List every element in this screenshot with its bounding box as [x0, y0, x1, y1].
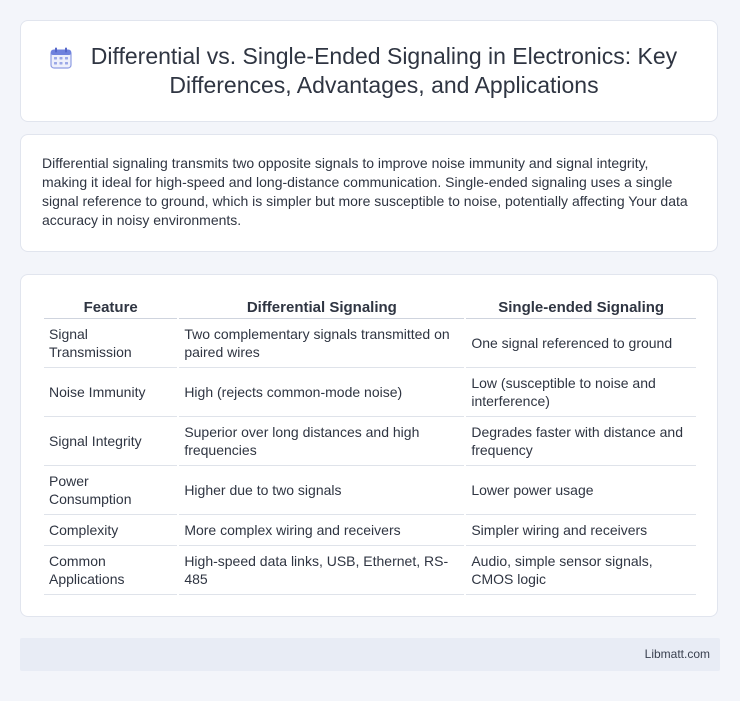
header-single-ended: Single-ended Signaling	[466, 295, 696, 319]
single-ended-cell: Degrades faster with distance and frequency	[466, 417, 696, 466]
differential-cell: More complex wiring and receivers	[179, 515, 464, 546]
single-ended-cell: Audio, simple sensor signals, CMOS logic	[466, 546, 696, 595]
feature-cell: Signal Transmission	[44, 319, 177, 368]
footer-site-link[interactable]: Libmatt.com	[644, 647, 710, 661]
header-card	[20, 20, 718, 122]
table-row	[44, 546, 696, 595]
table-row	[44, 417, 696, 466]
feature-cell: Common Applications	[44, 546, 177, 595]
single-ended-cell: One signal referenced to ground	[466, 319, 696, 368]
differential-cell: High-speed data links, USB, Ethernet, RS-485	[179, 546, 464, 595]
intro-paragraph: Differential signaling transmits two opposite signals to improve noise immunity and signal integrity, making it ideal for high-speed and long-distance communication. Single-ended signaling uses a single signal reference to ground, which is simpler but more susceptible to noise, potentially affecting Your data accuracy in noisy environments.	[42, 155, 688, 228]
footer-bar	[20, 638, 720, 671]
comparison-table	[42, 295, 698, 595]
differential-cell: Two complementary signals transmitted on paired wires	[179, 319, 464, 368]
table-row	[44, 466, 696, 515]
single-ended-cell: Lower power usage	[466, 466, 696, 515]
single-ended-cell: Simpler wiring and receivers	[466, 515, 696, 546]
table-header-row	[44, 295, 696, 319]
differential-cell: Superior over long distances and high frequencies	[179, 417, 464, 466]
feature-cell: Signal Integrity	[44, 417, 177, 466]
differential-cell: High (rejects common-mode noise)	[179, 368, 464, 417]
table-row	[44, 515, 696, 546]
comparison-card	[20, 274, 718, 617]
table-row	[44, 319, 696, 368]
differential-cell: Higher due to two signals	[179, 466, 464, 515]
feature-cell: Noise Immunity	[44, 368, 177, 417]
feature-cell: Power Consumption	[44, 466, 177, 515]
single-ended-cell: Low (susceptible to noise and interference)	[466, 368, 696, 417]
intro-card	[20, 134, 718, 252]
header-feature: Feature	[44, 295, 177, 319]
table-row	[44, 368, 696, 417]
page-title: Differential vs. Single-Ended Signaling in Electronics: Key Differences, Advantages, and Applications	[90, 43, 678, 98]
header-differential: Differential Signaling	[179, 295, 464, 319]
feature-cell: Complexity	[44, 515, 177, 546]
